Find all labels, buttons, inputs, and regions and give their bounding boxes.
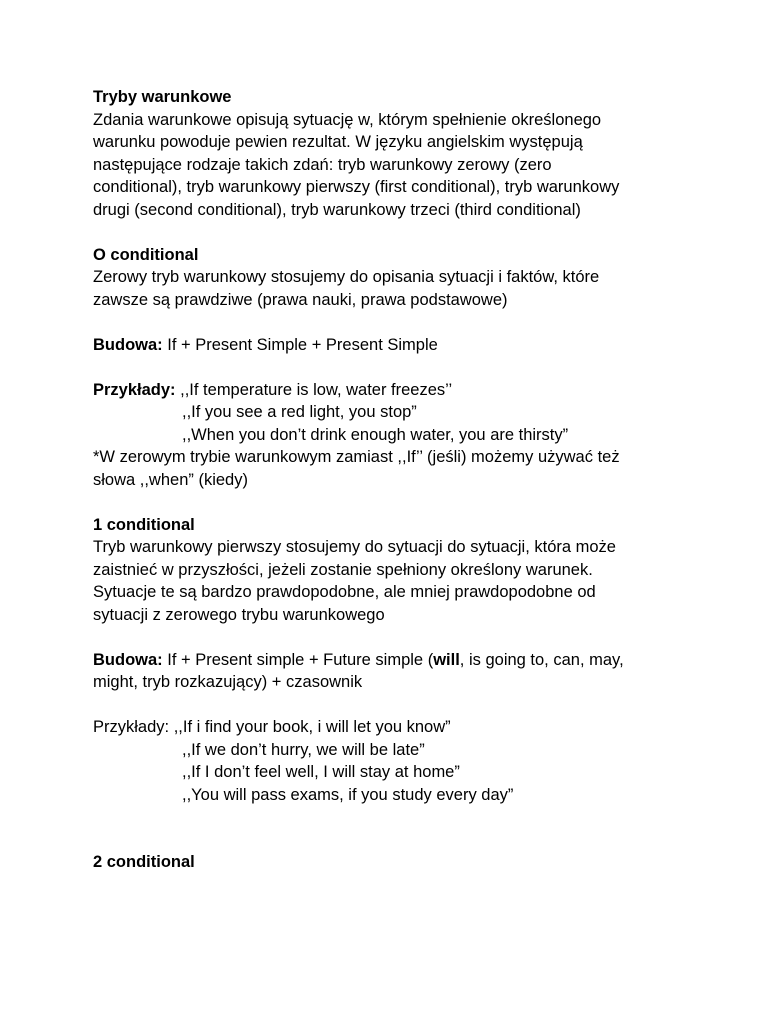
budowa-label: Budowa: xyxy=(93,335,163,354)
note-line: słowa ,,when” (kiedy) xyxy=(93,470,248,489)
section-title-tryby: Tryby warunkowe xyxy=(93,88,232,106)
spacer xyxy=(93,356,693,379)
paragraph-line: Tryb warunkowy pierwszy stosujemy do sytuacji do sytuacji, która może xyxy=(93,538,616,556)
spacer xyxy=(93,626,693,649)
paragraph-line: zaistnieć w przyszłości, jeżeli zostanie spełniony określony warunek. xyxy=(93,560,593,579)
paragraph-line: Sytuacje te są bardzo prawdopodobne, ale mniej prawdopodobne od xyxy=(93,583,596,601)
section-title-zero-conditional: O conditional xyxy=(93,245,199,264)
examples-line xyxy=(93,716,693,739)
spacer xyxy=(93,491,693,514)
section-title-first-conditional: 1 conditional xyxy=(93,515,195,534)
example-text: ,,If you see a red light, you stop” xyxy=(182,403,417,421)
budowa-bold-will: will xyxy=(433,650,460,669)
budowa-text: If + Present simple + Future simple ( xyxy=(162,650,434,669)
spacer xyxy=(93,806,693,851)
paragraph-line: zawsze są prawdziwe (prawa nauki, prawa podstawowe) xyxy=(93,290,508,309)
paragraph-line: sytuacji z zerowego trybu warunkowego xyxy=(93,605,385,624)
example-text: ,,If temperature is low, water freezes’’ xyxy=(175,380,453,399)
example-text: ,,If we don’t hurry, we will be late” xyxy=(182,740,425,759)
example-text: ,,When you don’t drink enough water, you are thirsty” xyxy=(182,425,569,444)
paragraph-line: następujące rodzaje takich zdań: tryb warunkowy zerowy (zero xyxy=(93,155,552,174)
budowa-label: Budowa: xyxy=(93,650,163,669)
paragraph-line: conditional), tryb warunkowy pierwszy (first conditional), tryb warunkowy xyxy=(93,178,620,196)
paragraph-line: Zerowy tryb warunkowy stosujemy do opisania sytuacji i faktów, które xyxy=(93,268,600,286)
example-text: ,,If i find your book, i will let you know” xyxy=(169,718,451,736)
example-text: ,,If I don’t feel well, I will stay at home” xyxy=(182,763,460,781)
example-text: ,,You will pass exams, if you study every day” xyxy=(182,785,514,804)
examples-label: Przykłady: xyxy=(93,380,176,399)
spacer xyxy=(93,311,693,334)
spacer xyxy=(93,221,693,244)
note-line: *W zerowym trybie warunkowym zamiast ,,If’’ (jeśli) możemy używać też xyxy=(93,448,620,466)
paragraph-line: drugi (second conditional), tryb warunkowy trzeci (third conditional) xyxy=(93,200,581,219)
paragraph-line: warunku powoduje pewien rezultat. W języku angielskim występują xyxy=(93,133,583,151)
section-title-second-conditional: 2 conditional xyxy=(93,853,195,871)
budowa-text: If + Present Simple + Present Simple xyxy=(162,335,438,354)
budowa-line-2: might, tryb rozkazujący) + czasownik xyxy=(93,673,363,691)
paragraph-line: Zdania warunkowe opisują sytuację w, którym spełnienie określonego xyxy=(93,110,602,129)
examples-label: Przykłady: xyxy=(93,718,170,736)
budowa-text: , is going to, can, may, xyxy=(459,650,624,669)
budowa-line xyxy=(93,649,693,672)
spacer xyxy=(93,694,693,717)
document-page xyxy=(93,86,693,874)
budowa-line xyxy=(93,334,693,357)
examples-line xyxy=(93,379,693,402)
